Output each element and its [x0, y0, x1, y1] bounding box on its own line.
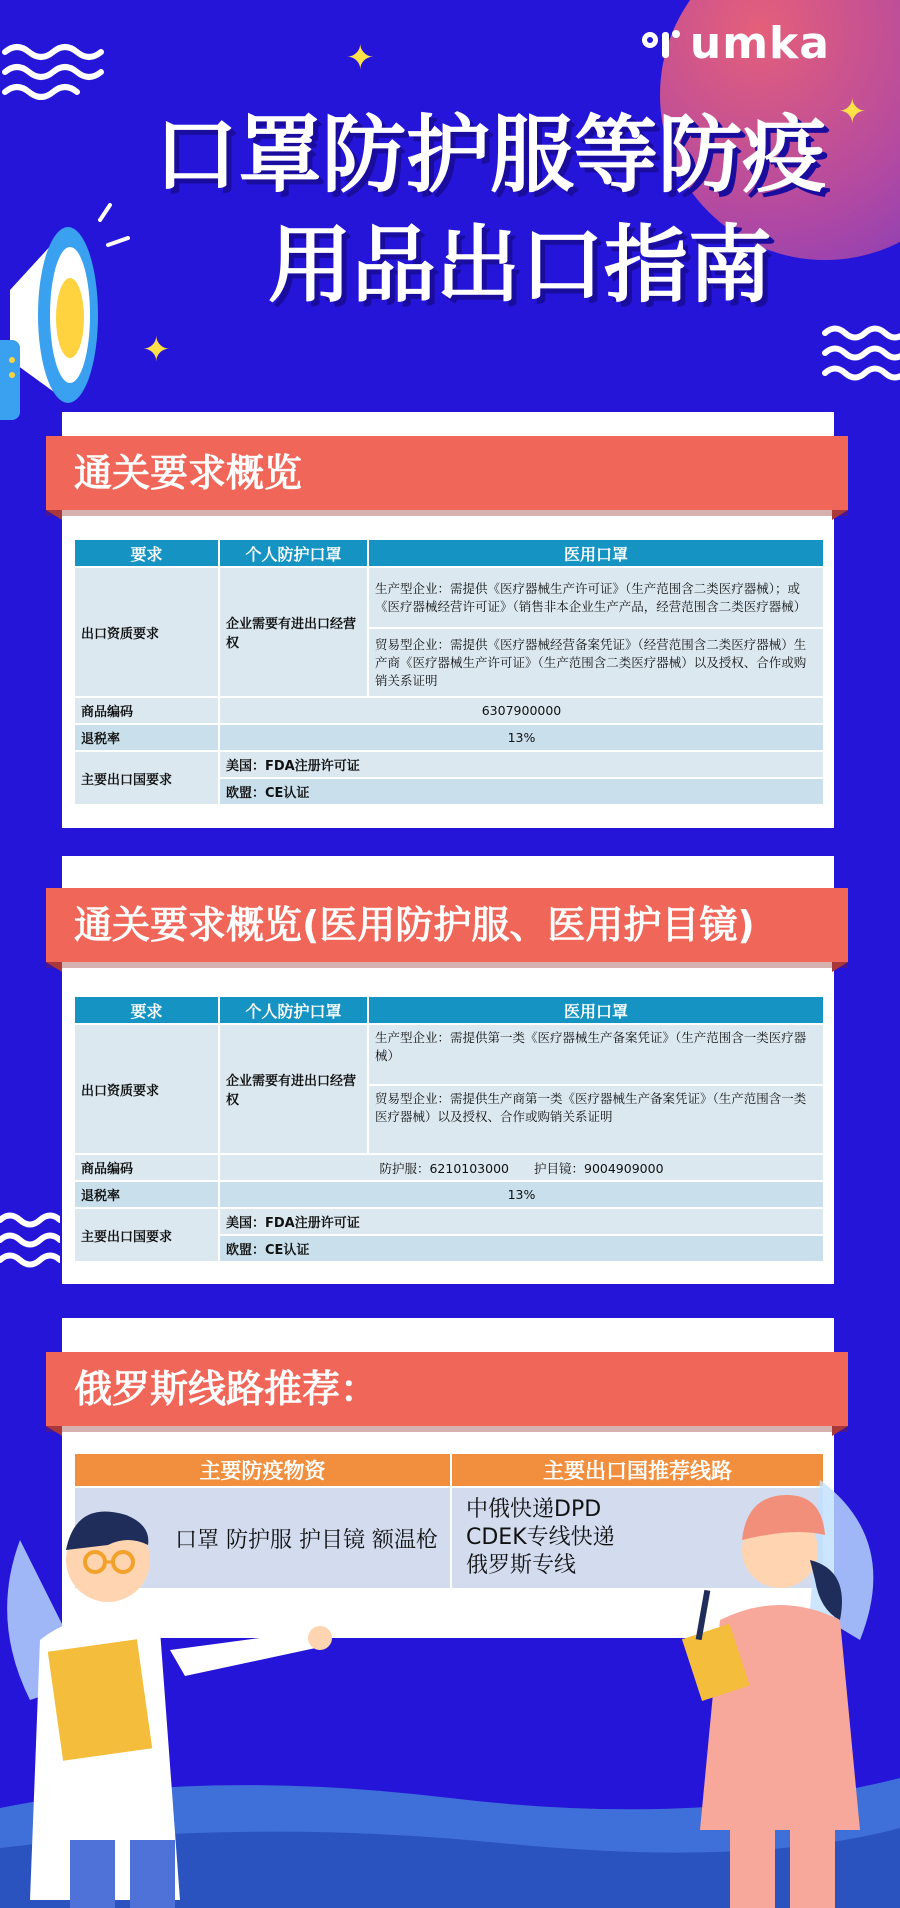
- header-supplies: 主要防疫物资: [75, 1454, 450, 1486]
- medical-mask-requirement-2: 贸易型企业：需提供生产商第一类《医疗器械生产备案凭证》（生产范围含一类医疗器械）以及授权、合作或购销关系证明: [369, 1086, 823, 1153]
- code-value: 防护服：6210103000 护目镜：9004909000: [220, 1155, 823, 1180]
- sparkle-icon: ✦: [142, 330, 171, 370]
- section1-requirements-table: [73, 538, 825, 806]
- table-row: [75, 698, 823, 723]
- table-header-row: [75, 997, 823, 1023]
- nurse-illustration: [670, 1480, 900, 1908]
- page-title-line2: 用品出口指南: [267, 216, 772, 314]
- route-item: CDEK专线快递: [466, 1525, 615, 1550]
- table-row: [75, 1209, 823, 1234]
- table-row: [75, 725, 823, 750]
- sparkle-icon: ✦: [346, 38, 375, 78]
- section2-heading: 通关要求概览(医用防护服、医用护目镜): [46, 888, 848, 962]
- table-header-row: [75, 540, 823, 566]
- header-routes: 主要出口国推荐线路: [452, 1454, 823, 1486]
- wave-icon: [0, 40, 110, 100]
- tax-value: 13%: [220, 725, 823, 750]
- country-eu: 欧盟：CE认证: [220, 779, 823, 804]
- tax-label: 退税率: [75, 1182, 218, 1207]
- table-row: [75, 1182, 823, 1207]
- sparkle-icon: ✦: [838, 92, 867, 132]
- personal-mask-requirement: 企业需要有进出口经营权: [220, 568, 367, 696]
- table-row: [75, 752, 823, 777]
- medical-mask-requirement-1: 生产型企业：需提供第一类《医疗器械生产备案凭证》（生产范围含一类医疗器械）: [369, 1025, 823, 1084]
- country-label: 主要出口国要求: [75, 752, 218, 804]
- code-value: 6307900000: [220, 698, 823, 723]
- header-personal-mask: 个人防护口罩: [220, 540, 367, 566]
- section1-heading: 通关要求概览: [46, 436, 848, 510]
- qualification-label: 出口资质要求: [75, 568, 218, 696]
- section3-heading: 俄罗斯线路推荐：: [46, 1352, 848, 1426]
- header-medical-mask: 医用口罩: [369, 540, 823, 566]
- tax-label: 退税率: [75, 725, 218, 750]
- medical-mask-requirement-2: 贸易型企业：需提供《医疗器械经营备案凭证》（经营范围含二类医疗器械）生产商《医疗器械生产许可证》（生产范围含二类医疗器械）以及授权、合作或购销关系证明: [369, 629, 823, 696]
- header-personal-mask: 个人防护口罩: [220, 997, 367, 1023]
- wave-icon: [820, 318, 900, 388]
- country-us: 美国：FDA注册许可证: [220, 752, 823, 777]
- country-eu: 欧盟：CE认证: [220, 1236, 823, 1261]
- umka-logo: [640, 18, 830, 69]
- table-row: [75, 1025, 823, 1084]
- doctor-illustration: [0, 1480, 340, 1908]
- header-requirement: 要求: [75, 540, 218, 566]
- header-medical-mask: 医用口罩: [369, 997, 823, 1023]
- logo-text: umka: [689, 18, 830, 69]
- table-row: [75, 568, 823, 627]
- country-label: 主要出口国要求: [75, 1209, 218, 1261]
- header-requirement: 要求: [75, 997, 218, 1023]
- supplies-list: 口罩 防护服 护目镜 额温枪: [75, 1488, 450, 1588]
- medical-mask-requirement-1: 生产型企业：需提供《医疗器械生产许可证》（生产范围含二类医疗器械）；或《医疗器械经营许可证》（销售非本企业生产产品，经营范围含二类医疗器械）: [369, 568, 823, 627]
- wave-icon: [0, 1205, 60, 1275]
- code-label: 商品编码: [75, 698, 218, 723]
- page-title-line1: 口罩防护服等防疫: [153, 106, 826, 204]
- section2-requirements-table: [73, 995, 825, 1263]
- route-item: 俄罗斯专线: [466, 1553, 577, 1578]
- logo-mark-icon: [640, 26, 684, 62]
- table-row: [75, 1155, 823, 1180]
- code-label: 商品编码: [75, 1155, 218, 1180]
- tax-value: 13%: [220, 1182, 823, 1207]
- country-us: 美国：FDA注册许可证: [220, 1209, 823, 1234]
- personal-mask-requirement: 企业需要有进出口经营权: [220, 1025, 367, 1153]
- qualification-label: 出口资质要求: [75, 1025, 218, 1153]
- route-item: 中俄快递DPD: [466, 1497, 602, 1522]
